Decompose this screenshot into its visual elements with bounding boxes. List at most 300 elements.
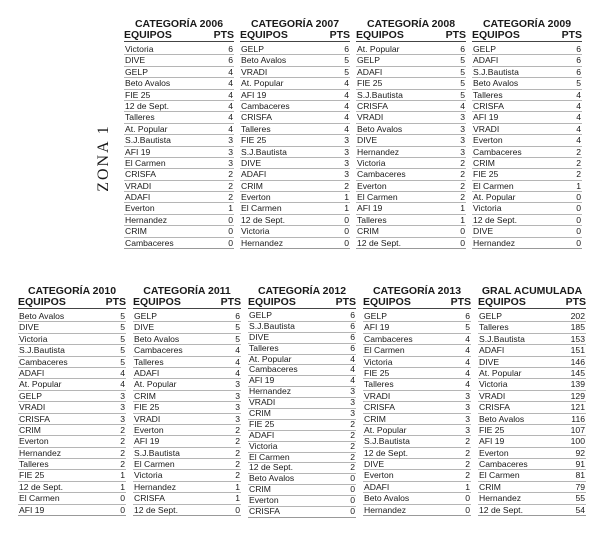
team-name: 12 de Sept.	[357, 237, 401, 248]
team-points: 5	[460, 55, 465, 66]
team-points: 4	[344, 112, 349, 123]
team-points: 0	[228, 237, 233, 248]
team-points: 3	[120, 390, 125, 401]
table-row	[356, 180, 466, 191]
table-row	[240, 191, 350, 202]
team-points: 2	[350, 462, 355, 473]
team-points: 3	[465, 390, 470, 401]
table-header	[363, 297, 471, 309]
table-row	[124, 89, 234, 100]
table-row	[133, 401, 241, 412]
team-points: 2	[465, 436, 470, 447]
team-name: CRIM	[241, 180, 263, 191]
team-points: 185	[570, 322, 585, 333]
team-name: FIE 25	[357, 78, 383, 89]
team-points: 3	[460, 135, 465, 146]
table-row	[356, 89, 466, 100]
team-points: 5	[460, 66, 465, 77]
table-row	[356, 214, 466, 225]
team-points: 5	[344, 66, 349, 77]
table-row	[363, 311, 471, 321]
table-title: CATEGORÍA 2009	[482, 18, 572, 30]
team-name: CRIM	[479, 481, 501, 492]
team-name: AFI 19	[249, 376, 275, 386]
team-name: At. Popular	[364, 424, 407, 435]
team-points: 0	[344, 214, 349, 225]
team-name: Hernandez	[249, 387, 292, 397]
team-name: DIVE	[125, 55, 146, 66]
table-row	[356, 237, 466, 248]
team-name: Talleres	[357, 214, 387, 225]
table-row	[133, 378, 241, 389]
team-name: GELP	[357, 55, 380, 66]
team-name: AFI 19	[479, 436, 505, 447]
team-name: At. Popular	[479, 367, 522, 378]
team-points: 0	[350, 473, 355, 484]
team-points: 2	[460, 180, 465, 191]
table-row	[240, 168, 350, 179]
team-points: 0	[228, 214, 233, 225]
standings-table	[133, 286, 241, 516]
team-points: 6	[576, 66, 581, 77]
team-points: 3	[460, 112, 465, 123]
table-row	[478, 378, 586, 389]
team-points: 4	[465, 356, 470, 367]
table-row	[478, 481, 586, 492]
team-name: VRADI	[125, 180, 152, 191]
table-row	[124, 191, 234, 202]
team-points: 0	[344, 226, 349, 237]
team-name: FIE 25	[364, 367, 390, 378]
table-row	[18, 333, 126, 344]
table-row	[472, 157, 582, 168]
table-row	[356, 111, 466, 122]
standings-table	[363, 286, 471, 516]
team-name: CRIM	[249, 485, 271, 495]
team-name: VRADI	[134, 413, 161, 424]
team-points: 0	[120, 493, 125, 504]
table-row	[248, 397, 356, 408]
team-name: S.J.Bautista	[125, 135, 171, 146]
team-points: 0	[465, 493, 470, 504]
team-points: 3	[120, 402, 125, 413]
table-row	[240, 54, 350, 65]
table-row	[18, 401, 126, 412]
team-points: 5	[465, 322, 470, 333]
team-points: 151	[570, 345, 585, 356]
team-name: Everton	[241, 192, 271, 203]
team-name: Victoria	[125, 44, 154, 54]
table-row	[248, 473, 356, 484]
team-points: 54	[575, 504, 585, 515]
team-points: 0	[350, 495, 355, 506]
team-points: 6	[228, 55, 233, 66]
table-row	[363, 458, 471, 469]
team-points: 2	[465, 459, 470, 470]
table-row	[478, 504, 586, 515]
team-name: Everton	[249, 496, 279, 506]
team-points: 2	[350, 440, 355, 451]
standings-table	[124, 19, 234, 249]
team-name: DIVE	[473, 226, 494, 237]
team-name: Beto Avalos	[479, 413, 525, 424]
team-name: GELP	[249, 311, 272, 320]
team-name: CRIM	[19, 424, 41, 435]
table-row	[478, 356, 586, 367]
team-points: 2	[576, 157, 581, 168]
table-row	[133, 367, 241, 378]
team-points: 5	[235, 322, 240, 333]
team-points: 2	[350, 451, 355, 462]
team-name: El Carmen	[125, 157, 166, 168]
table-row	[124, 54, 234, 65]
team-name: DIVE	[479, 356, 500, 367]
table-row	[478, 390, 586, 401]
table-row	[240, 123, 350, 134]
table-row	[478, 458, 586, 469]
team-points: 6	[460, 44, 465, 54]
team-name: El Carmen	[357, 192, 398, 203]
table-row	[18, 447, 126, 458]
table-title: CATEGORÍA 2012	[257, 285, 347, 297]
team-points: 4	[350, 375, 355, 386]
team-points: 5	[120, 322, 125, 333]
table-row	[478, 344, 586, 355]
team-points: 0	[235, 504, 240, 515]
table-row	[124, 66, 234, 77]
team-points: 3	[344, 157, 349, 168]
table-row	[356, 66, 466, 77]
team-points: 2	[465, 470, 470, 481]
team-name: ADAFI	[134, 367, 160, 378]
table-row	[124, 168, 234, 179]
column-header-pts: PTS	[565, 296, 586, 308]
team-points: 4	[350, 353, 355, 364]
table-rows	[248, 311, 356, 518]
team-points: 2	[235, 459, 240, 470]
team-points: 139	[570, 379, 585, 390]
team-points: 6	[350, 342, 355, 353]
table-row	[18, 390, 126, 401]
team-points: 55	[575, 493, 585, 504]
team-name: FIE 25	[249, 419, 275, 429]
column-header-equipos: EQUIPOS	[363, 296, 411, 308]
team-points: 3	[235, 402, 240, 413]
table-row	[124, 157, 234, 168]
team-points: 202	[570, 311, 585, 321]
team-name: Hernandez	[479, 493, 522, 504]
column-header-equipos: EQUIPOS	[478, 296, 526, 308]
team-name: GELP	[473, 44, 496, 54]
table-row	[124, 134, 234, 145]
team-name: ADAFI	[241, 169, 267, 180]
team-name: Cambaceres	[19, 356, 68, 367]
team-points: 6	[235, 311, 240, 321]
team-points: 1	[228, 203, 233, 214]
team-name: CRISFA	[357, 100, 389, 111]
team-name: Everton	[357, 180, 387, 191]
team-name: GELP	[364, 311, 387, 321]
team-points: 6	[228, 44, 233, 54]
team-points: 3	[465, 424, 470, 435]
table-row	[356, 134, 466, 145]
team-points: 2	[235, 424, 240, 435]
team-points: 4	[576, 100, 581, 111]
team-name: AFI 19	[125, 146, 151, 157]
team-points: 2	[350, 429, 355, 440]
table-row	[478, 401, 586, 412]
team-name: GELP	[241, 44, 264, 54]
team-points: 4	[465, 379, 470, 390]
team-name: Everton	[364, 470, 394, 481]
table-row	[133, 504, 241, 515]
team-name: GELP	[479, 311, 502, 321]
team-points: 116	[571, 413, 585, 424]
table-row	[18, 378, 126, 389]
team-name: VRADI	[241, 66, 268, 77]
team-name: S.J.Bautista	[473, 66, 519, 77]
team-name: Beto Avalos	[473, 78, 519, 89]
team-name: DIVE	[357, 135, 378, 146]
table-rows	[363, 311, 471, 516]
team-name: GELP	[134, 311, 157, 321]
team-name: DIVE	[249, 332, 270, 342]
column-header-pts: PTS	[329, 29, 350, 41]
team-points: 2	[120, 447, 125, 458]
team-name: 12 de Sept.	[134, 504, 178, 515]
table-row	[472, 123, 582, 134]
table-row	[18, 424, 126, 435]
table-rows	[18, 311, 126, 516]
table-row	[356, 191, 466, 202]
table-rows	[472, 44, 582, 249]
team-name: ADAFI	[364, 481, 390, 492]
team-points: 3	[228, 135, 233, 146]
team-points: 0	[344, 237, 349, 248]
table-row	[478, 424, 586, 435]
table-header	[472, 30, 582, 42]
table-title: CATEGORÍA 2006	[134, 18, 224, 30]
team-points: 91	[575, 459, 585, 470]
team-points: 0	[576, 192, 581, 203]
table-row	[363, 504, 471, 515]
table-header	[124, 30, 234, 42]
team-points: 4	[228, 123, 233, 134]
team-points: 1	[120, 470, 125, 481]
table-row	[248, 484, 356, 495]
team-name: DIVE	[19, 322, 40, 333]
team-name: Victoria	[357, 157, 386, 168]
table-row	[356, 54, 466, 65]
team-name: Talleres	[125, 112, 155, 123]
team-name: S.J.Bautista	[241, 146, 287, 157]
team-points: 3	[228, 157, 233, 168]
table-row	[133, 356, 241, 367]
team-points: 4	[465, 345, 470, 356]
team-name: VRADI	[249, 398, 276, 408]
table-row	[124, 214, 234, 225]
team-name: El Carmen	[479, 470, 520, 481]
team-points: 6	[344, 44, 349, 54]
table-row	[248, 332, 356, 343]
team-points: 2	[228, 192, 233, 203]
table-row	[478, 447, 586, 458]
table-row	[363, 390, 471, 401]
table-row	[248, 354, 356, 365]
column-header-pts: PTS	[450, 296, 471, 308]
table-row	[363, 492, 471, 503]
table-row	[363, 333, 471, 344]
team-points: 1	[576, 180, 581, 191]
team-name: 12 de Sept.	[19, 481, 63, 492]
team-points: 2	[120, 424, 125, 435]
table-row	[124, 180, 234, 191]
team-points: 3	[120, 413, 125, 424]
column-header-equipos: EQUIPOS	[248, 296, 296, 308]
team-name: DIVE	[241, 157, 262, 168]
team-points: 6	[576, 44, 581, 54]
team-name: CRISFA	[364, 402, 396, 413]
table-rows	[133, 311, 241, 516]
team-name: At. Popular	[249, 354, 292, 364]
team-name: FIE 25	[479, 424, 505, 435]
table-row	[133, 413, 241, 424]
table-row	[363, 413, 471, 424]
table-row	[18, 481, 126, 492]
column-header-equipos: EQUIPOS	[124, 29, 172, 41]
team-name: Victoria	[479, 379, 508, 390]
table-row	[240, 89, 350, 100]
table-row	[18, 435, 126, 446]
team-name: AFI 19	[241, 89, 267, 100]
team-points: 4	[344, 78, 349, 89]
table-row	[248, 506, 356, 517]
team-name: Hernandez	[357, 146, 400, 157]
team-points: 2	[235, 470, 240, 481]
table-row	[472, 89, 582, 100]
team-points: 4	[465, 367, 470, 378]
team-name: Victoria	[249, 441, 278, 451]
team-name: S.J.Bautista	[134, 447, 180, 458]
table-row	[356, 77, 466, 88]
table-row	[356, 146, 466, 157]
team-points: 3	[350, 386, 355, 397]
table-row	[248, 419, 356, 430]
team-points: 4	[228, 78, 233, 89]
team-name: GELP	[19, 390, 42, 401]
team-points: 4	[344, 123, 349, 134]
table-row	[133, 469, 241, 480]
team-name: El Carmen	[134, 459, 175, 470]
team-name: CRISFA	[19, 413, 51, 424]
table-row	[356, 202, 466, 213]
team-points: 6	[350, 310, 355, 320]
team-name: Everton	[479, 447, 509, 458]
team-points: 4	[576, 135, 581, 146]
team-points: 3	[350, 408, 355, 419]
table-row	[248, 321, 356, 332]
team-points: 4	[235, 367, 240, 378]
team-name: At. Popular	[134, 379, 177, 390]
team-points: 145	[570, 367, 585, 378]
team-points: 4	[344, 89, 349, 100]
column-header-equipos: EQUIPOS	[472, 29, 520, 41]
team-points: 2	[228, 180, 233, 191]
team-name: Cambaceres	[357, 169, 406, 180]
team-points: 0	[460, 226, 465, 237]
team-points: 0	[350, 484, 355, 495]
table-row	[18, 311, 126, 321]
table-header	[18, 297, 126, 309]
team-name: Cambaceres	[364, 333, 413, 344]
table-row	[248, 495, 356, 506]
table-row	[133, 311, 241, 321]
team-points: 3	[344, 146, 349, 157]
table-row	[248, 364, 356, 375]
table-row	[363, 378, 471, 389]
team-name: Cambaceres	[134, 345, 183, 356]
standings-table	[472, 19, 582, 249]
team-name: Victoria	[241, 226, 270, 237]
team-points: 5	[344, 55, 349, 66]
table-row	[133, 492, 241, 503]
team-name: Talleres	[249, 343, 279, 353]
table-row	[248, 441, 356, 452]
table-row	[472, 191, 582, 202]
team-points: 1	[235, 493, 240, 504]
team-points: 0	[228, 226, 233, 237]
table-row	[472, 44, 582, 54]
team-points: 4	[576, 123, 581, 134]
team-name: At. Popular	[357, 44, 400, 54]
team-name: Victoria	[19, 333, 48, 344]
table-row	[472, 111, 582, 122]
table-row	[472, 134, 582, 145]
column-header-pts: PTS	[105, 296, 126, 308]
team-name: Beto Avalos	[19, 311, 65, 321]
team-name: CRIM	[364, 413, 386, 424]
column-header-pts: PTS	[220, 296, 241, 308]
team-name: Everton	[125, 203, 155, 214]
team-name: 12 de Sept.	[125, 100, 169, 111]
table-row	[133, 344, 241, 355]
column-header-equipos: EQUIPOS	[133, 296, 181, 308]
zone-label: ZONA 1	[95, 124, 112, 192]
table-row	[133, 481, 241, 492]
table-row	[248, 452, 356, 463]
team-points: 3	[460, 123, 465, 134]
team-points: 6	[576, 55, 581, 66]
table-row	[133, 321, 241, 332]
team-name: ADAFI	[473, 55, 499, 66]
team-points: 2	[344, 180, 349, 191]
table-row	[356, 100, 466, 111]
table-row	[124, 44, 234, 54]
team-points: 3	[228, 146, 233, 157]
table-row	[124, 123, 234, 134]
team-name: CRISFA	[241, 112, 273, 123]
table-row	[133, 435, 241, 446]
team-name: S.J.Bautista	[357, 89, 403, 100]
team-name: At. Popular	[241, 78, 284, 89]
table-row	[472, 225, 582, 236]
team-name: Beto Avalos	[241, 55, 287, 66]
table-row	[133, 447, 241, 458]
team-points: 3	[235, 390, 240, 401]
team-points: 4	[576, 89, 581, 100]
team-points: 1	[344, 203, 349, 214]
team-points: 2	[235, 447, 240, 458]
